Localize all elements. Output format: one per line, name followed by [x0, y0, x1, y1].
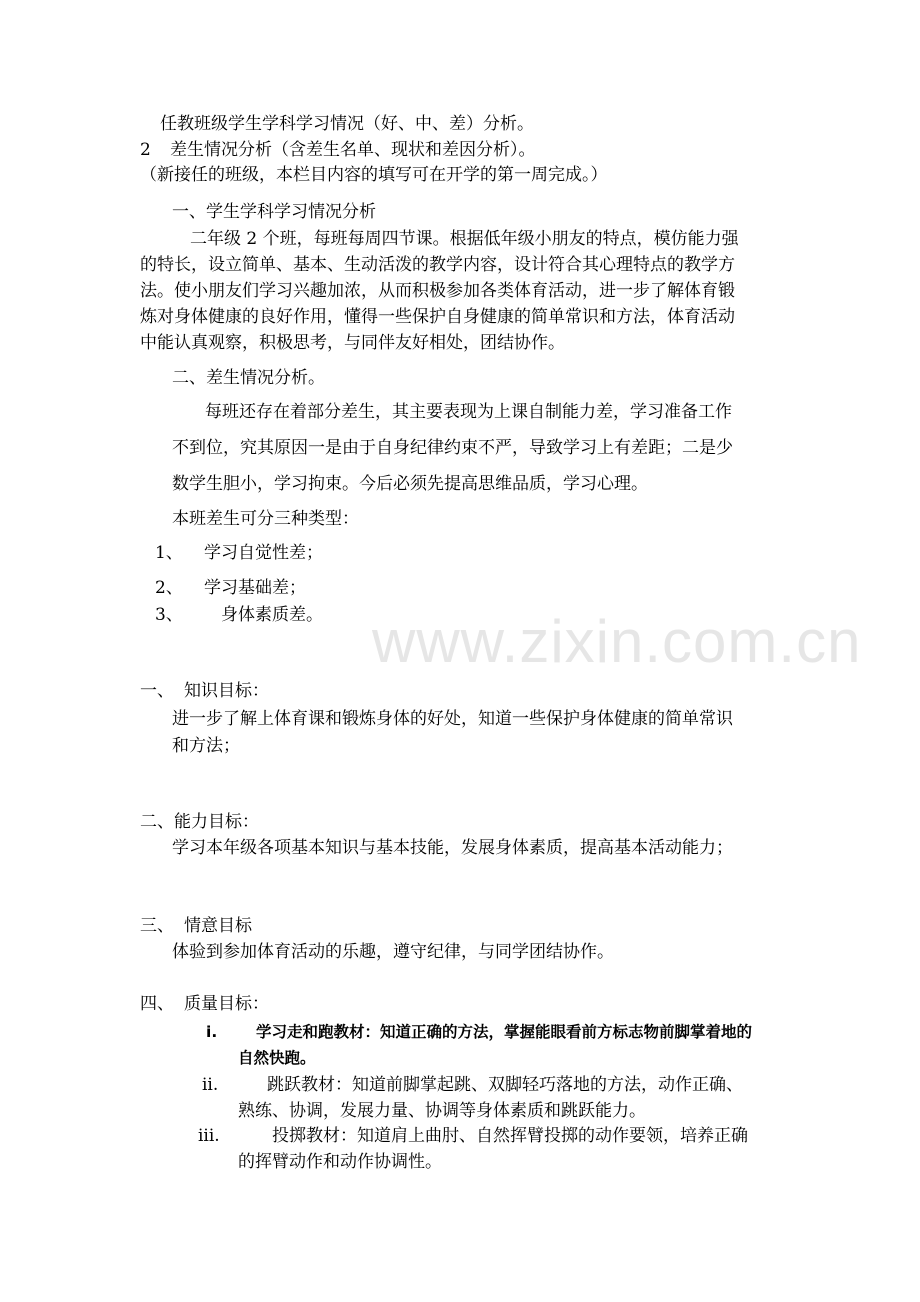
poor-type-num: 1、 [155, 543, 183, 563]
ability-heading: 二、能力目标： [140, 812, 259, 832]
emotion-line: 体验到参加体育活动的乐趣，遵守纪律，与同学团结协作。 [172, 942, 614, 962]
poor-paragraph-line: 每班还存在着部分差生，其主要表现为上课自制能力差，学习准备工作 [205, 402, 732, 422]
quality-item-line: 跳跃教材：知道前脚掌起跳、双脚轻巧落地的方法，动作正确、 [267, 1075, 743, 1095]
knowledge-num: 一、 [140, 681, 174, 701]
quality-item-num: i. [206, 1023, 218, 1041]
analysis-paragraph-line: 中能认真观察，积极思考，与同伴友好相处，团结协作。 [140, 333, 565, 353]
poor-type-text: 身体素质差。 [221, 605, 323, 625]
watermark: www.zixin.com.cn [372, 608, 862, 675]
analysis-paragraph-line: 的特长，设立简单、基本、生动活泼的教学内容，设计符合其心理特点的教学方 [140, 255, 735, 275]
quality-item-line: 投掷教材：知道肩上曲肘、自然挥臂投掷的动作要领，培养正确 [272, 1126, 748, 1146]
quality-item-num: ii. [202, 1075, 219, 1095]
poor-heading: 二、差生情况分析。 [172, 368, 325, 388]
quality-item-line: 熟练、协调，发展力量、协调等身体素质和跳跃能力。 [238, 1101, 646, 1121]
quality-heading: 质量目标： [184, 994, 269, 1014]
knowledge-line: 和方法； [172, 736, 240, 756]
poor-paragraph-line: 数学生胆小，学习拘束。今后必须先提高思维品质，学习心理。 [172, 474, 648, 494]
header-line-2-num: 2 [140, 140, 151, 160]
analysis-paragraph-line: 炼对身体健康的良好作用，懂得一些保护自身健康的简单常识和方法，体育活动 [140, 307, 735, 327]
emotion-heading: 情意目标 [184, 916, 252, 936]
analysis-paragraph-line: 法。使小朋友们学习兴趣加浓，从而积极参加各类体育活动，进一步了解体育锻 [140, 281, 735, 301]
ability-line: 学习本年级各项基本知识与基本技能，发展身体素质，提高基本活动能力； [172, 838, 733, 858]
knowledge-line: 进一步了解上体育课和锻炼身体的好处，知道一些保护身体健康的简单常识 [172, 709, 733, 729]
quality-item-line: 学习走和跑教材：知道正确的方法，掌握能眼看前方标志物前脚掌着地的 [256, 1023, 753, 1041]
analysis-paragraph-line: 二年级 2 个班，每班每周四节课。根据低年级小朋友的特点，模仿能力强 [190, 229, 739, 249]
header-line-3: （新接任的班级，本栏目内容的填写可在开学的第一周完成。） [140, 165, 608, 185]
poor-type-text: 学习自觉性差； [204, 543, 323, 563]
poor-types-intro: 本班差生可分三种类型： [172, 509, 359, 529]
analysis-heading: 一、学生学科学习情况分析 [172, 202, 376, 222]
header-line-1: 任教班级学生学科学习情况（好、中、差）分析。 [160, 114, 534, 134]
quality-item-line: 自然快跑。 [238, 1049, 316, 1067]
knowledge-heading: 知识目标： [184, 681, 269, 701]
poor-type-num: 2、 [155, 578, 183, 598]
quality-item-line: 的挥臂动作和动作协调性。 [238, 1152, 442, 1172]
poor-type-num: 3、 [155, 605, 183, 625]
quality-num: 四、 [140, 994, 174, 1014]
header-line-2: 差生情况分析（含差生名单、现状和差因分析）。 [170, 140, 536, 160]
poor-type-text: 学习基础差； [204, 578, 306, 598]
emotion-num: 三、 [140, 916, 174, 936]
poor-paragraph-line: 不到位，究其原因一是由于自身纪律约束不严，导致学习上有差距；二是少 [172, 438, 733, 458]
quality-item-num: iii. [198, 1126, 220, 1146]
